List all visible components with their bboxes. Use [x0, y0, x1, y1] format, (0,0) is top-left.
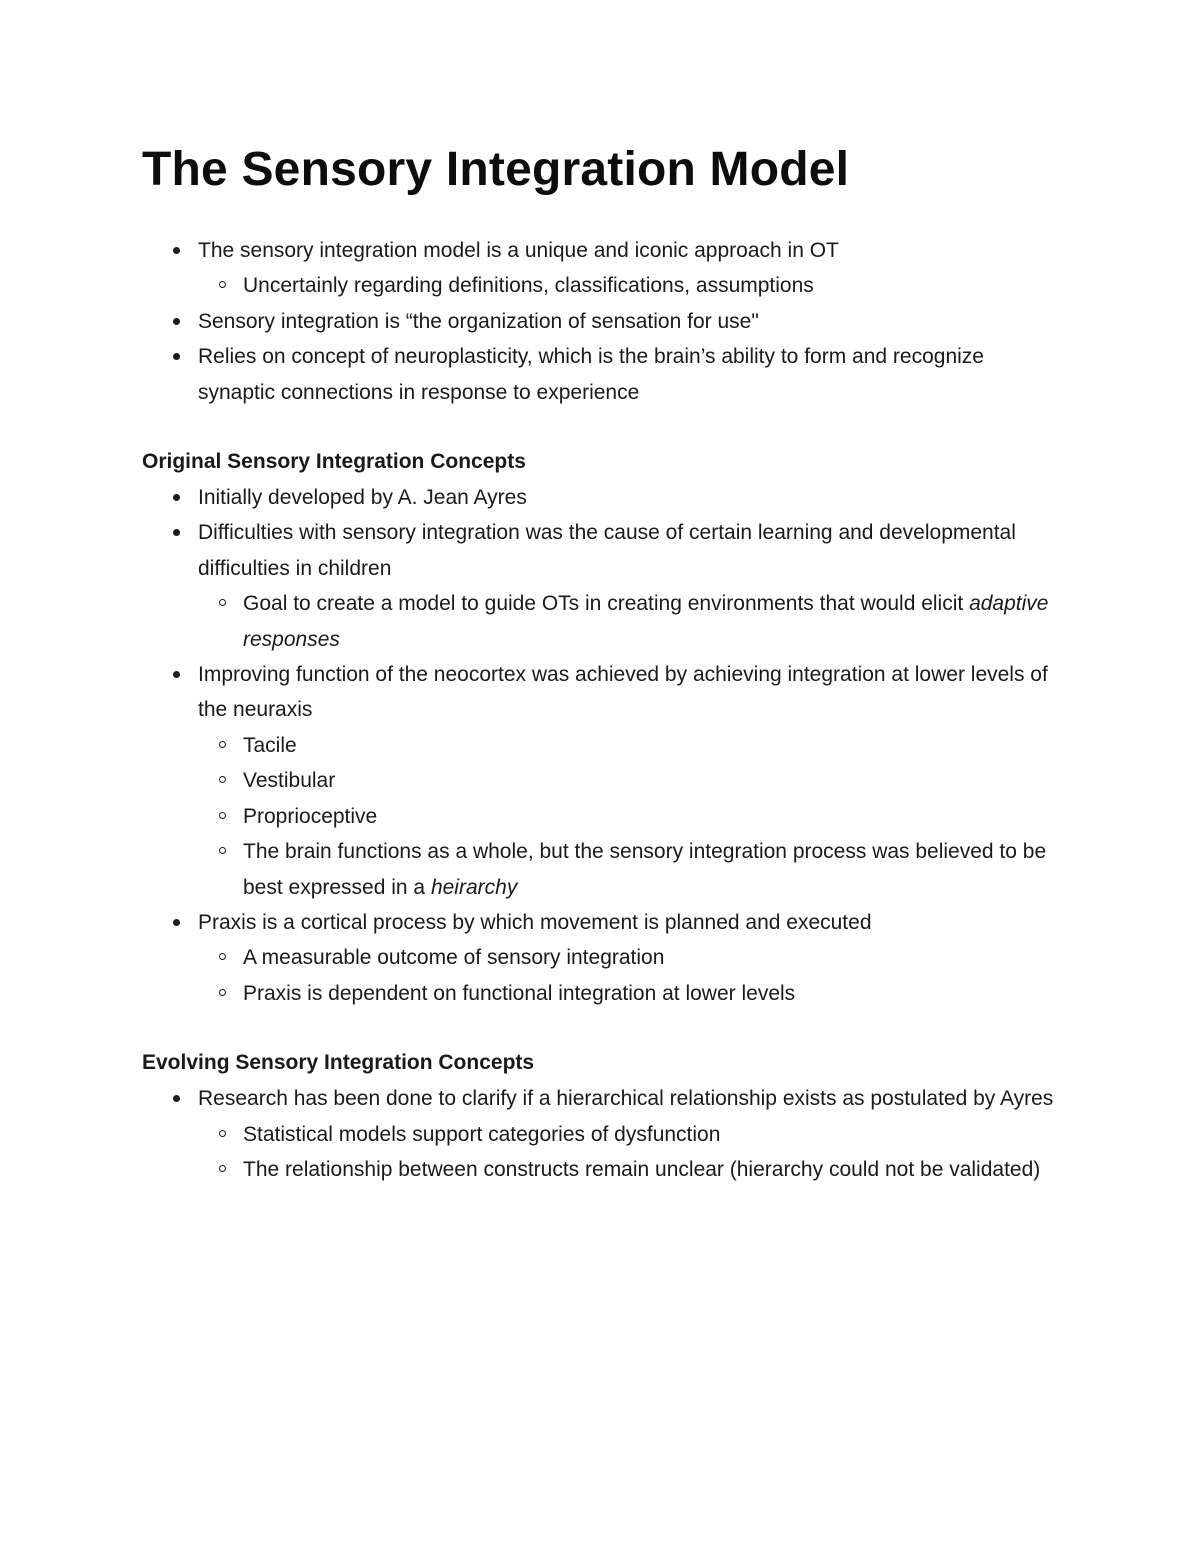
sub-list-item-text: Proprioceptive — [243, 804, 378, 828]
sub-list-item — [198, 940, 1062, 975]
sub-list-item-text: Vestibular — [243, 769, 336, 793]
sub-list-item — [198, 728, 1062, 763]
spacer — [142, 410, 1062, 444]
list-item — [142, 339, 1062, 410]
sub-list-item — [198, 799, 1062, 834]
page-title: The Sensory Integration Model — [142, 143, 850, 196]
list-item — [142, 1081, 1062, 1187]
list-item-text: Difficulties with sensory integration was the cause of certain learning and developmental difficulties in children — [198, 521, 1016, 580]
sub-list — [142, 728, 1062, 905]
evolving-concepts-list — [142, 1081, 1062, 1187]
list-item — [142, 905, 1062, 1011]
sub-list-item — [198, 586, 1062, 657]
list-item-text: The sensory integration model is a unique and iconic approach in OT — [198, 239, 839, 262]
list-item-text: Relies on concept of neuroplasticity, which is the brain’s ability to form and recognize synaptic connections in response to experience — [198, 345, 984, 404]
section-heading-evolving: Evolving Sensory Integration Concepts — [142, 1051, 535, 1075]
sub-list-item-text: The brain functions as a whole, but the sensory integration process was believed to be best expressed in a — [243, 840, 1047, 899]
sub-list — [142, 268, 1062, 303]
sub-list-item — [198, 976, 1062, 1011]
list-item-text: Research has been done to clarify if a hierarchical relationship exists as postulated by Ayres — [198, 1087, 1054, 1111]
list-item — [142, 515, 1062, 657]
sub-list-item-text: Tacile — [243, 733, 297, 757]
sub-list — [142, 1117, 1062, 1188]
sub-list-item-text: The relationship between constructs remain unclear (hierarchy could not be validated) — [243, 1157, 1041, 1181]
sub-list-item-text: Uncertainly regarding definitions, classifications, assumptions — [243, 274, 814, 298]
sub-list-item — [198, 1117, 1062, 1152]
section-heading-original: Original Sensory Integration Concepts — [142, 450, 526, 474]
original-concepts-list — [142, 480, 1062, 1011]
sub-list-item-text: Goal to create a model to guide OTs in creating environments that would elicit — [243, 592, 970, 616]
sub-list-item — [198, 1152, 1062, 1187]
emphasis-text: heirarchy — [430, 875, 518, 899]
list-item — [142, 233, 1062, 304]
list-item — [142, 304, 1062, 339]
sub-list-item — [198, 834, 1062, 905]
sub-list-item-text: Praxis is dependent on functional integration at lower levels — [243, 981, 796, 1005]
list-item — [142, 657, 1062, 905]
list-item-text: Sensory integration is “the organization of sensation for use" — [198, 309, 759, 333]
sub-list — [142, 940, 1062, 1011]
sub-list-item-text: Statistical models support categories of dysfunction — [243, 1122, 721, 1146]
list-item-text: Improving function of the neocortex was achieved by achieving integration at lower levels of the neuraxis — [198, 663, 1048, 722]
intro-list — [142, 233, 1062, 410]
emphasis-text: adaptive responses — [243, 592, 1049, 651]
list-item — [142, 480, 1062, 515]
list-item-text: Initially developed by A. Jean Ayres — [198, 486, 527, 510]
sub-list — [142, 586, 1062, 657]
sub-list-item-text: A measurable outcome of sensory integration — [243, 946, 665, 970]
sub-list-item — [198, 268, 1062, 303]
sub-list-item — [198, 763, 1062, 798]
document-page — [142, 140, 1062, 1187]
list-item-text: Praxis is a cortical process by which movement is planned and executed — [198, 910, 872, 934]
spacer — [142, 1011, 1062, 1045]
